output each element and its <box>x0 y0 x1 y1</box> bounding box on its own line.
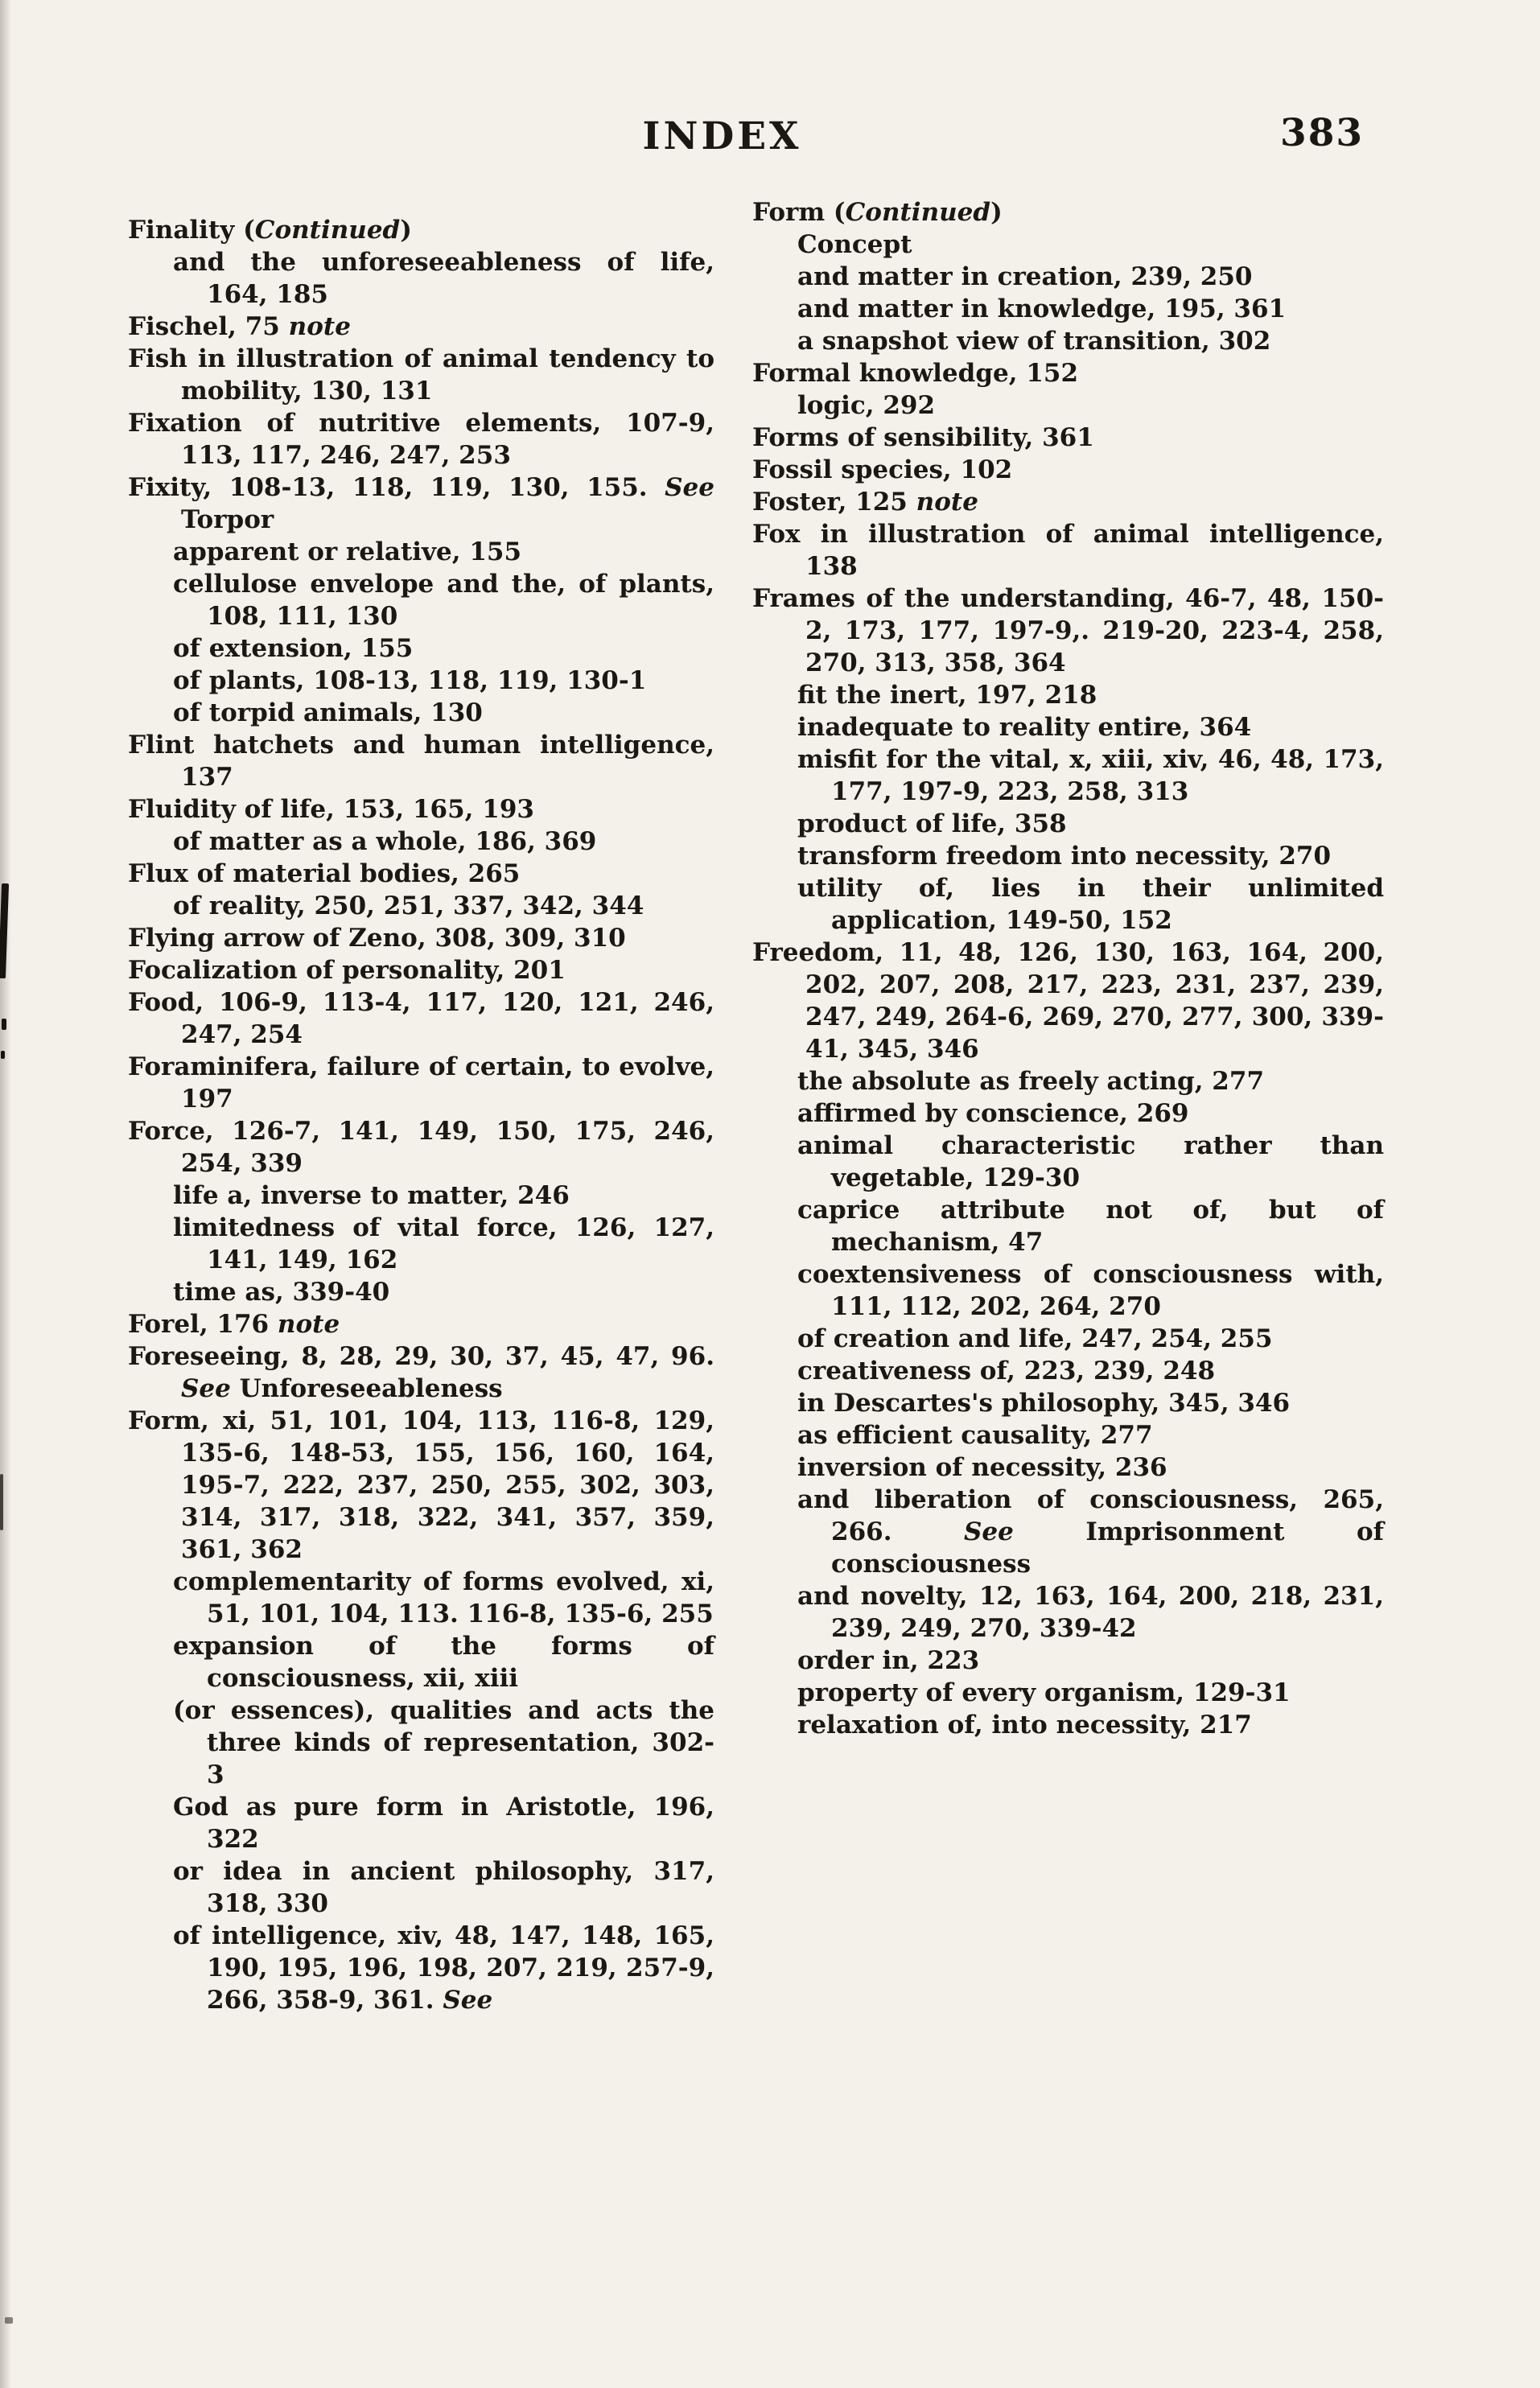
index-entry: caprice attribute not of, but of mechanism, 47 <box>797 1196 1384 1257</box>
scan-edge-shadow <box>0 0 11 2388</box>
index-entry: logic, 292 <box>797 391 936 420</box>
index-entry: of matter as a whole, 186, 369 <box>173 827 597 856</box>
index-entry: the absolute as freely acting, 277 <box>797 1067 1265 1096</box>
index-entry: affirmed by conscience, 269 <box>797 1099 1189 1128</box>
index-entry: expansion of the forms of consciousness, xii, xiii <box>173 1632 714 1693</box>
index-entry: limitedness of vital force, 126, 127, 141, 149, 162 <box>173 1213 714 1274</box>
index-column-left <box>128 214 714 2016</box>
page-header <box>128 111 1384 171</box>
index-entry: Fossil species, 102 <box>752 455 1013 484</box>
index-entry: Fish in illustration of animal tendency to mobility, 130, 131 <box>128 344 714 406</box>
index-entry: and matter in creation, 239, 250 <box>797 262 1253 291</box>
index-entry: Fischel, 75 note <box>128 312 351 341</box>
index-entry: and novelty, 12, 163, 164, 200, 218, 231, 239, 249, 270, 339-42 <box>797 1582 1384 1643</box>
index-entry: Forel, 176 note <box>128 1310 340 1339</box>
index-entry: or idea in ancient philosophy, 317, 318, 330 <box>173 1857 714 1918</box>
index-entry: Food, 106-9, 113-4, 117, 120, 121, 246, 247, 254 <box>128 988 714 1049</box>
index-entry: Freedom, 11, 48, 126, 130, 163, 164, 200, 202, 207, 208, 217, 223, 231, 237, 239, 247, 249, 264-6, 269, 270, 277, 300, 339-41, 345, 346 <box>752 938 1384 1064</box>
index-entry: fit the inert, 197, 218 <box>797 681 1097 710</box>
index-columns <box>128 198 1385 2016</box>
index-entry: of extension, 155 <box>173 634 414 663</box>
index-entry: in Descartes's philosophy, 345, 346 <box>797 1389 1291 1418</box>
index-entry: Fixation of nutritive elements, 107-9, 113, 117, 246, 247, 253 <box>128 409 714 470</box>
index-entry: coextensiveness of consciousness with, 111, 112, 202, 264, 270 <box>797 1260 1384 1321</box>
index-entry: Concept <box>797 230 912 259</box>
index-entry: life a, inverse to matter, 246 <box>173 1181 570 1210</box>
index-entry: cellulose envelope and the, of plants, 108, 111, 130 <box>173 570 714 631</box>
index-entry: misfit for the vital, x, xiii, xiv, 46, 48, 173, 177, 197-9, 223, 258, 313 <box>797 745 1384 806</box>
index-entry: and matter in knowledge, 195, 361 <box>797 294 1287 323</box>
index-entry: inversion of necessity, 236 <box>797 1453 1167 1482</box>
index-entry: creativeness of, 223, 239, 248 <box>797 1357 1216 1385</box>
index-entry: and the unforeseeableness of life, 164, 185 <box>173 248 714 309</box>
index-entry: Fixity, 108-13, 118, 119, 130, 155. See Torpor <box>128 473 714 534</box>
index-entry: Focalization of personality, 201 <box>128 956 566 985</box>
scan-artifact <box>1 1051 5 1059</box>
index-entry: Forms of sensibility, 361 <box>752 423 1094 452</box>
index-entry: Flint hatchets and human intelligence, 137 <box>128 731 714 792</box>
index-entry: Fluidity of life, 153, 165, 193 <box>128 795 534 824</box>
index-entry: as efficient causality, 277 <box>797 1421 1153 1450</box>
index-entry: apparent or relative, 155 <box>173 537 522 566</box>
index-entry: Flux of material bodies, 265 <box>128 859 521 888</box>
index-entry: Form, xi, 51, 101, 104, 113, 116-8, 129, 135-6, 148-53, 155, 156, 160, 164, 195-7, 222, 237, 250, 255, 302, 303, 314, 317, 318, 322, 341, 357, 359, 361, 362 <box>128 1406 714 1564</box>
index-entry: Force, 126-7, 141, 149, 150, 175, 246, 254, 339 <box>128 1117 714 1178</box>
scan-artifact <box>5 2317 13 2324</box>
index-entry: property of every organism, 129-31 <box>797 1678 1291 1707</box>
index-entry: Flying arrow of Zeno, 308, 309, 310 <box>128 924 626 953</box>
scan-artifact <box>0 1474 3 1530</box>
page-title: INDEX <box>642 114 802 159</box>
index-entry: a snapshot view of transition, 302 <box>797 327 1271 356</box>
index-entry: of reality, 250, 251, 337, 342, 344 <box>173 891 644 920</box>
index-entry: Foreseeing, 8, 28, 29, 30, 37, 45, 47, 96. See Unforeseeableness <box>128 1342 714 1403</box>
index-entry: product of life, 358 <box>797 809 1067 838</box>
index-entry: Form (Continued) <box>752 198 1003 227</box>
index-entry: Formal knowledge, 152 <box>752 359 1079 388</box>
index-entry: of creation and life, 247, 254, 255 <box>797 1324 1273 1353</box>
index-entry: inadequate to reality entire, 364 <box>797 713 1252 742</box>
index-entry: relaxation of, into necessity, 217 <box>797 1711 1252 1740</box>
page-number: 383 <box>1280 111 1365 155</box>
index-entry: Frames of the understanding, 46-7, 48, 150-2, 173, 177, 197-9,. 219-20, 223-4, 258, 270, 313, 358, 364 <box>752 584 1384 677</box>
scan-artifact <box>0 883 9 978</box>
index-entry: (or essences), qualities and acts the three kinds of representation, 302-3 <box>173 1696 714 1789</box>
index-entry: time as, 339-40 <box>173 1278 390 1307</box>
index-entry: utility of, lies in their unlimited application, 149-50, 152 <box>797 874 1384 935</box>
index-entry: Fox in illustration of animal intelligence, 138 <box>752 520 1384 581</box>
index-entry: animal characteristic rather than vegetable, 129-30 <box>797 1131 1384 1192</box>
index-column-right <box>752 196 1384 1741</box>
index-entry: Finality (Continued) <box>128 216 412 245</box>
index-entry: God as pure form in Aristotle, 196, 322 <box>173 1793 714 1854</box>
index-entry: of plants, 108-13, 118, 119, 130-1 <box>173 666 647 695</box>
index-entry: and liberation of consciousness, 265, 266. See Imprisonment of consciousness <box>797 1485 1385 1579</box>
scan-artifact <box>2 1019 6 1030</box>
index-entry: transform freedom into necessity, 270 <box>797 842 1332 871</box>
index-entry: Foster, 125 note <box>752 488 978 517</box>
index-entry: complementarity of forms evolved, xi, 51, 101, 104, 113. 116-8, 135-6, 255 <box>173 1567 714 1628</box>
index-entry: Foraminifera, failure of certain, to evolve, 197 <box>128 1052 714 1114</box>
index-entry: order in, 223 <box>797 1646 980 1675</box>
index-entry: of intelligence, xiv, 48, 147, 148, 165, 190, 195, 196, 198, 207, 219, 257-9, 266, 358-9, 361. See <box>173 1921 714 2015</box>
index-entry: of torpid animals, 130 <box>173 698 483 727</box>
